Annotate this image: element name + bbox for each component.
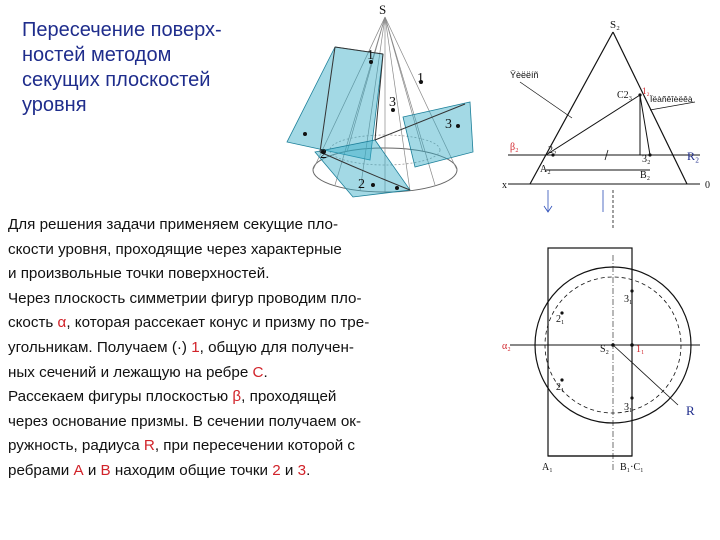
symbol-alpha: α [57,314,67,332]
label-b2: B₂ [640,170,651,181]
point-label: 2 [358,177,365,192]
label-r: R [686,403,695,418]
label-3-2: 3₂ [642,154,651,165]
symbol-beta: β [232,388,242,406]
point-1: 1 [191,338,200,356]
text-line: через основание призмы. В сечении получаем ок- [8,412,361,430]
label-2-1-upper: 2₁ [556,314,565,325]
label-c2: C2₃ [617,90,633,101]
radius-r: R [143,437,155,455]
label-r2: R₂ [687,149,700,163]
label-1-1: 1₁ [636,344,645,355]
point-label: 1 [367,48,374,63]
label-s2-top: S₂ [600,344,610,355]
text-line: Через плоскость симметрии фигур проводим пло- [8,289,362,307]
apex-label: S [379,2,387,17]
label-1-2: 1₂ [642,86,650,96]
edge-c: С [252,363,264,381]
r-leader [613,345,678,405]
title-line: секущих плоскостей [22,69,211,91]
text-line: ружность, радиуса R, при пересечении которой с [8,437,356,455]
label-s2: S₂ [610,19,620,31]
text-line: Для решения задачи применяем секущие пло- [8,216,339,233]
cone-left-edge [530,32,613,184]
top-view [510,248,700,470]
label-o: 0 [705,180,710,191]
title-line: уровня [22,94,87,116]
point-label: 3 [389,95,396,110]
point-label: 3 [445,117,452,132]
point-3: 3 [297,461,307,479]
text-line: Рассекаем фигуры плоскостью β, проходящей [8,388,337,406]
point-label: 1 [417,71,424,86]
title-line: ностей методом [22,44,172,66]
text-line: ребрами А и В находим общие точки 2 и 3. [8,461,311,479]
prism-rectangle [548,248,632,456]
label-2-2: 2₂ [548,145,557,156]
annotation-left: Ÿèëëíñ [510,70,539,80]
edge-a: А [73,461,84,479]
prism-edge-top [546,95,640,155]
label-beta2: β₂ [510,142,519,153]
label-a2: A₂ [540,164,551,175]
text-line: скость α, которая рассекает конус и призму по тре- [8,314,370,332]
point-2: 2 [272,461,281,479]
text-line: и произвольные точки поверхностей. [8,265,270,283]
front-view [508,32,700,184]
label-2-1-lower: 2₁ [556,382,565,393]
label-x: x [502,180,507,191]
title-line: Пересечение поверх- [22,19,222,41]
annotation-right: Ïëàñêîèëêà [650,94,693,104]
explanation-text [8,213,483,484]
text-line: ных сечений и лежащую на ребре С. [8,363,268,381]
edge-b: В [100,461,111,479]
orthographic-drawing [500,0,715,540]
label-b1c1: B₁·C₁ [620,462,644,473]
front-view-points [551,93,651,156]
label-3-1-upper: 3₁ [624,294,633,305]
cone-prism-3d-figure [275,2,475,197]
text-line: угольникам. Получаем (·) 1, общую для получен- [8,338,354,356]
text-line: скости уровня, проходящие через характерные [8,240,342,258]
point-label: 2 [320,147,327,162]
slide-title [22,18,277,118]
leader-left [520,82,572,118]
label-a1: A₁ [542,462,553,473]
projection-lines [544,190,613,230]
label-3-1-lower: 3₁ [624,402,633,413]
label-alpha2: α₂ [502,341,511,352]
